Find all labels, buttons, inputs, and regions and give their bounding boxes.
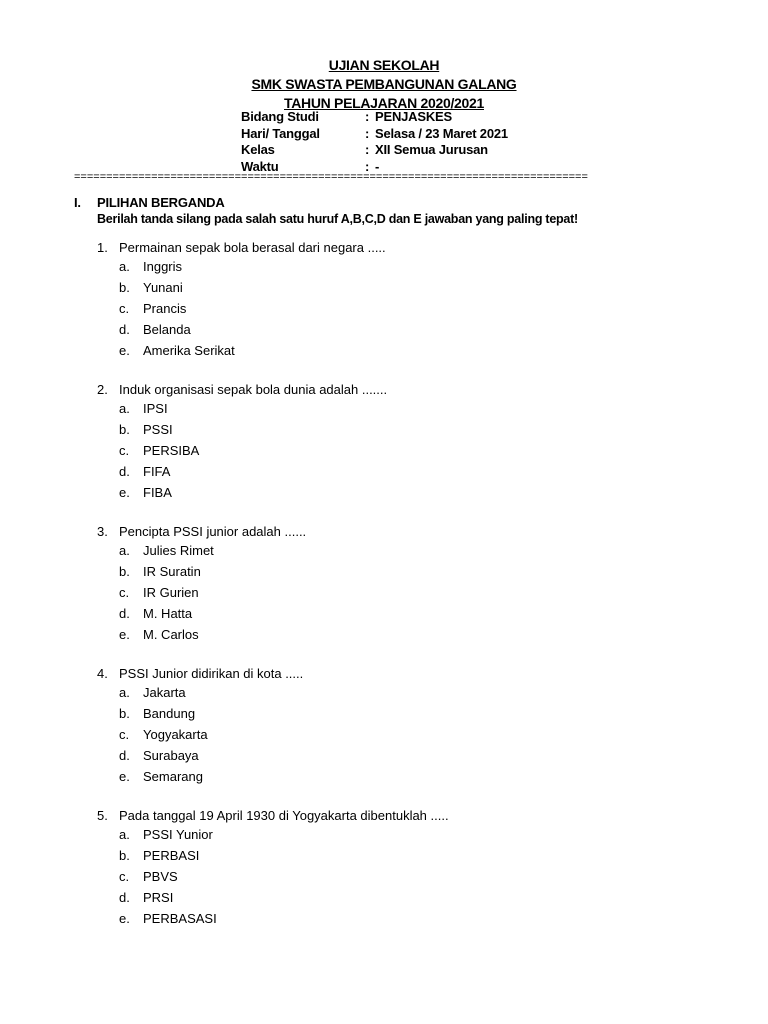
option-text: PSSI bbox=[143, 422, 173, 437]
option-text: PRSI bbox=[143, 890, 174, 905]
option-item bbox=[119, 482, 697, 503]
school-name: SMK SWASTA PEMBANGUNAN GALANG bbox=[251, 76, 517, 92]
section-title: PILIHAN BERGANDA bbox=[97, 195, 225, 210]
option-text: Belanda bbox=[143, 322, 191, 337]
option-text: Julies Rimet bbox=[143, 543, 214, 558]
option-item bbox=[119, 540, 697, 561]
option-list bbox=[97, 824, 697, 929]
info-value: - bbox=[375, 158, 380, 174]
divider-line: ================================================================================ bbox=[74, 171, 588, 183]
option-item bbox=[119, 724, 697, 745]
option-letter: e. bbox=[119, 769, 130, 784]
option-text: PERBASASI bbox=[143, 911, 217, 926]
option-item bbox=[119, 682, 697, 703]
info-colon: : bbox=[365, 109, 370, 124]
option-text: Amerika Serikat bbox=[143, 343, 235, 358]
info-key: Hari/ Tanggal bbox=[241, 125, 320, 141]
option-text: FIBA bbox=[143, 485, 172, 500]
option-text: Prancis bbox=[143, 301, 187, 316]
option-letter: d. bbox=[119, 464, 130, 479]
section-number: I. bbox=[74, 195, 81, 210]
option-item bbox=[119, 419, 697, 440]
option-letter: c. bbox=[119, 443, 130, 458]
section-heading bbox=[74, 195, 694, 211]
info-row-subject bbox=[241, 109, 508, 126]
option-letter: a. bbox=[119, 543, 130, 558]
option-text: Inggris bbox=[143, 259, 183, 274]
option-list bbox=[97, 682, 697, 787]
option-text: PSSI Yunior bbox=[143, 827, 213, 842]
option-item bbox=[119, 745, 697, 766]
option-letter: a. bbox=[119, 259, 130, 274]
option-letter: b. bbox=[119, 280, 130, 295]
option-text: PERSIBA bbox=[143, 443, 200, 458]
option-letter: e. bbox=[119, 343, 130, 358]
question-list bbox=[97, 240, 697, 950]
option-item bbox=[119, 866, 697, 887]
question-number: 4. bbox=[97, 666, 108, 681]
option-text: Yunani bbox=[143, 280, 183, 295]
option-letter: c. bbox=[119, 727, 130, 742]
option-list bbox=[97, 540, 697, 645]
question-item bbox=[97, 808, 697, 929]
option-letter: c. bbox=[119, 301, 130, 316]
option-letter: b. bbox=[119, 848, 130, 863]
section-instruction: Berilah tanda silang pada salah satu huruf A,B,C,D dan E jawaban yang paling tepat! bbox=[97, 212, 578, 226]
option-item bbox=[119, 298, 697, 319]
option-item bbox=[119, 908, 697, 929]
option-letter: a. bbox=[119, 827, 130, 842]
option-item bbox=[119, 824, 697, 845]
option-item bbox=[119, 703, 697, 724]
option-item bbox=[119, 256, 697, 277]
option-item bbox=[119, 561, 697, 582]
option-item bbox=[119, 624, 697, 645]
info-key: Waktu bbox=[241, 158, 279, 174]
option-item bbox=[119, 461, 697, 482]
option-letter: d. bbox=[119, 606, 130, 621]
option-item bbox=[119, 440, 697, 461]
question-item bbox=[97, 240, 697, 361]
info-key: Bidang Studi bbox=[241, 109, 319, 124]
option-item bbox=[119, 277, 697, 298]
option-list bbox=[97, 398, 697, 503]
option-text: IPSI bbox=[143, 401, 168, 416]
option-letter: d. bbox=[119, 322, 130, 337]
option-text: PERBASI bbox=[143, 848, 200, 863]
option-text: Bandung bbox=[143, 706, 196, 721]
exam-info bbox=[241, 109, 508, 175]
option-list bbox=[97, 256, 697, 361]
option-letter: e. bbox=[119, 911, 130, 926]
option-text: PBVS bbox=[143, 869, 178, 884]
option-text: IR Suratin bbox=[143, 564, 201, 579]
info-row-date bbox=[241, 126, 508, 143]
question-item bbox=[97, 382, 697, 503]
exam-header bbox=[0, 56, 768, 113]
option-letter: d. bbox=[119, 748, 130, 763]
option-text: Jakarta bbox=[143, 685, 186, 700]
option-item bbox=[119, 340, 697, 361]
question-row bbox=[97, 382, 697, 398]
option-letter: b. bbox=[119, 564, 130, 579]
option-letter: d. bbox=[119, 890, 130, 905]
section-multiple-choice bbox=[74, 195, 694, 227]
exam-title: UJIAN SEKOLAH bbox=[328, 57, 440, 73]
question-text: Pada tanggal 19 April 1930 di Yogyakarta dibentuklah ..... bbox=[119, 808, 449, 823]
option-letter: a. bbox=[119, 401, 130, 416]
question-number: 2. bbox=[97, 382, 108, 397]
question-item bbox=[97, 524, 697, 645]
option-item bbox=[119, 398, 697, 419]
info-colon: : bbox=[365, 142, 370, 157]
info-value: PENJASKES bbox=[375, 109, 452, 124]
question-row bbox=[97, 524, 697, 540]
option-letter: b. bbox=[119, 706, 130, 721]
question-text: Permainan sepak bola berasal dari negara ..... bbox=[119, 240, 386, 255]
option-text: Yogyakarta bbox=[143, 727, 208, 742]
option-item bbox=[119, 582, 697, 603]
option-letter: c. bbox=[119, 869, 130, 884]
question-text: Pencipta PSSI junior adalah ...... bbox=[119, 524, 307, 539]
option-item bbox=[119, 845, 697, 866]
question-row bbox=[97, 808, 697, 824]
option-letter: e. bbox=[119, 627, 130, 642]
question-row bbox=[97, 240, 697, 256]
question-text: PSSI Junior didirikan di kota ..... bbox=[119, 666, 304, 681]
option-text: Semarang bbox=[143, 769, 203, 784]
option-text: Surabaya bbox=[143, 748, 199, 763]
option-letter: e. bbox=[119, 485, 130, 500]
option-item bbox=[119, 887, 697, 908]
option-letter: c. bbox=[119, 585, 130, 600]
info-key: Kelas bbox=[241, 142, 275, 157]
question-text: Induk organisasi sepak bola dunia adalah ....... bbox=[119, 382, 388, 397]
info-colon: : bbox=[365, 125, 370, 141]
info-row-class bbox=[241, 142, 508, 159]
option-text: M. Hatta bbox=[143, 606, 193, 621]
info-value: XII Semua Jurusan bbox=[375, 142, 488, 157]
info-colon: : bbox=[365, 158, 370, 174]
option-letter: b. bbox=[119, 422, 130, 437]
option-item bbox=[119, 319, 697, 340]
academic-year: TAHUN PELAJARAN 2020/2021 bbox=[284, 95, 484, 111]
info-value: Selasa / 23 Maret 2021 bbox=[375, 125, 508, 141]
option-letter: a. bbox=[119, 685, 130, 700]
question-item bbox=[97, 666, 697, 787]
option-item bbox=[119, 766, 697, 787]
question-number: 1. bbox=[97, 240, 108, 255]
question-number: 3. bbox=[97, 524, 108, 539]
option-text: IR Gurien bbox=[143, 585, 199, 600]
option-item bbox=[119, 603, 697, 624]
question-row bbox=[97, 666, 697, 682]
question-number: 5. bbox=[97, 808, 108, 823]
option-text: M. Carlos bbox=[143, 627, 199, 642]
option-text: FIFA bbox=[143, 464, 171, 479]
